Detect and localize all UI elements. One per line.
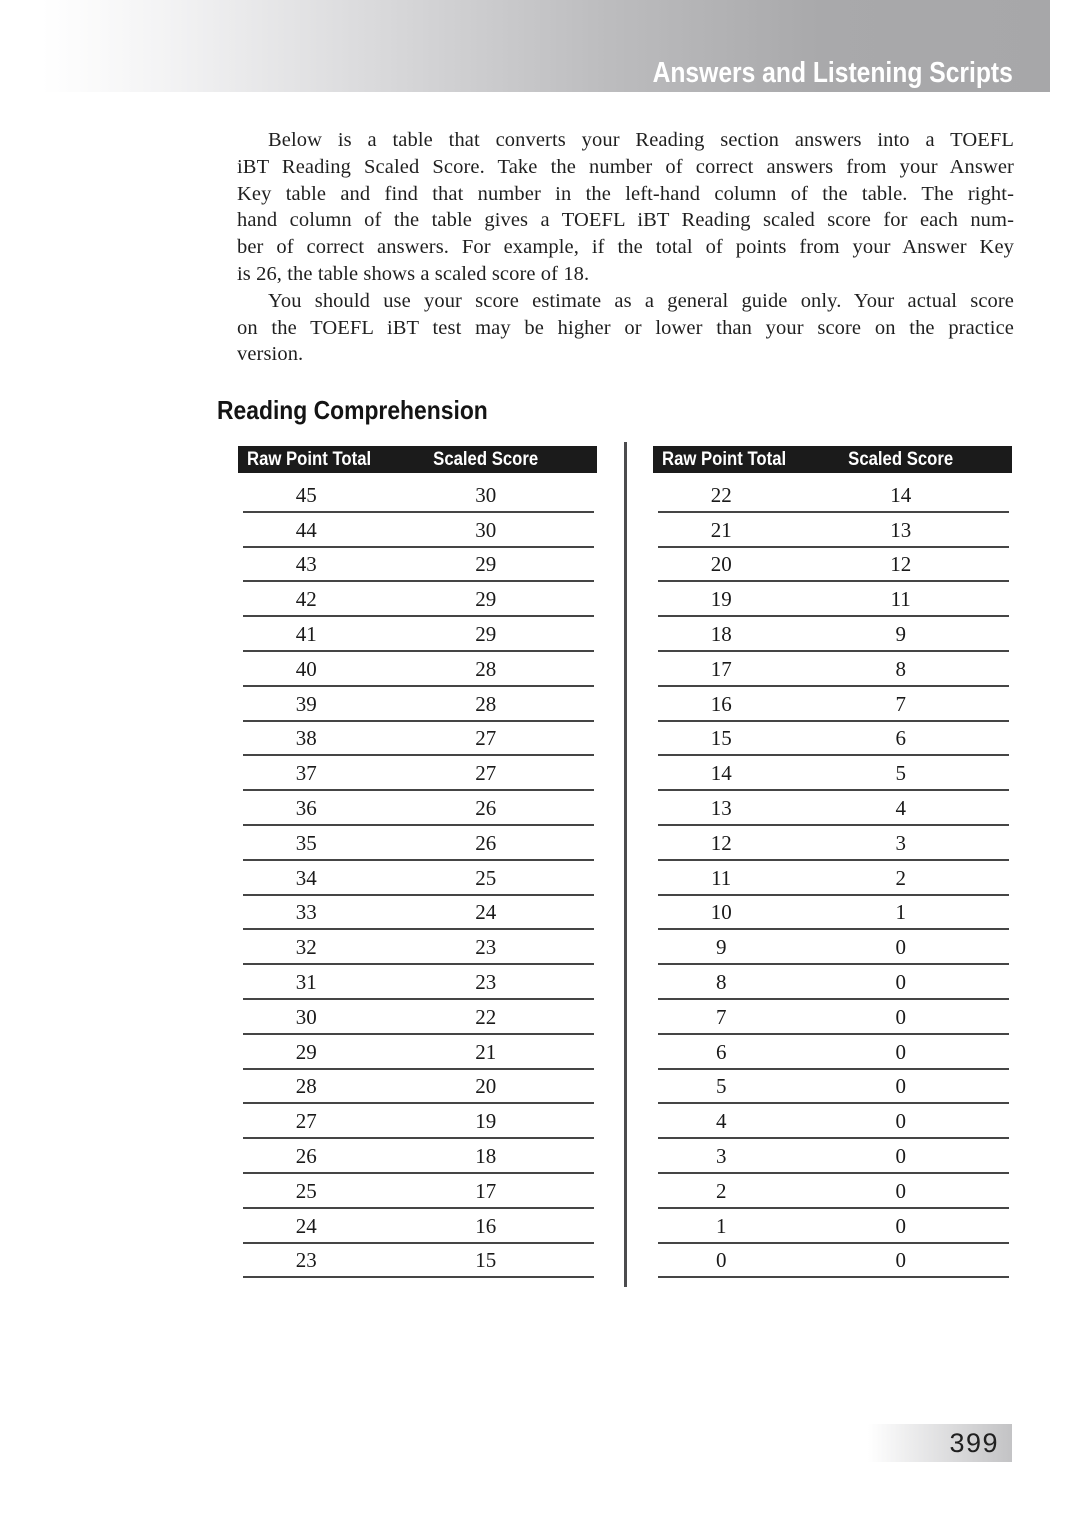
table-header-row bbox=[238, 446, 597, 473]
table-row bbox=[653, 1000, 1012, 1035]
table-row bbox=[653, 930, 1012, 965]
scaled-score-cell: 27 bbox=[475, 726, 497, 751]
table-divider-rule bbox=[624, 442, 627, 1287]
raw-point-cell: 12 bbox=[710, 830, 732, 855]
raw-point-cell: 22 bbox=[710, 482, 732, 507]
raw-point-cell: 31 bbox=[295, 970, 317, 995]
raw-point-cell: 35 bbox=[295, 830, 317, 855]
table-header-row bbox=[653, 446, 1012, 473]
raw-point-cell: 19 bbox=[710, 587, 732, 612]
raw-point-cell: 10 bbox=[710, 900, 732, 925]
scaled-score-cell: 28 bbox=[475, 656, 497, 681]
table-row bbox=[238, 1070, 597, 1105]
table-row bbox=[238, 513, 597, 548]
text-line: hand column of the table gives a TOEFL iBT Reading scaled score for each num- bbox=[237, 209, 1014, 232]
scaled-score-cell: 24 bbox=[475, 900, 497, 925]
raw-point-cell: 27 bbox=[295, 1109, 317, 1134]
raw-point-cell: 39 bbox=[295, 691, 317, 716]
table-row bbox=[238, 617, 597, 652]
scaled-score-cell: 0 bbox=[895, 1109, 906, 1134]
table-row bbox=[238, 652, 597, 687]
raw-point-cell: 33 bbox=[295, 900, 317, 925]
table-body bbox=[238, 473, 597, 1278]
scaled-score-cell: 0 bbox=[895, 1004, 906, 1029]
table-row bbox=[238, 861, 597, 896]
table-row bbox=[238, 687, 597, 722]
raw-point-cell: 38 bbox=[295, 726, 317, 751]
text-line: You should use your score estimate as a general guide only. Your actual score bbox=[268, 289, 1014, 312]
scaled-score-cell: 11 bbox=[890, 587, 911, 612]
scaled-score-cell: 0 bbox=[895, 1248, 906, 1273]
table-row bbox=[653, 826, 1012, 861]
page-number: 399 bbox=[949, 1427, 999, 1458]
raw-point-cell: 42 bbox=[295, 587, 317, 612]
table-row bbox=[653, 687, 1012, 722]
raw-point-cell: 40 bbox=[295, 656, 317, 681]
table-row bbox=[238, 1035, 597, 1070]
table-row bbox=[238, 1139, 597, 1174]
raw-point-cell: 16 bbox=[710, 691, 732, 716]
raw-point-cell: 30 bbox=[295, 1004, 317, 1029]
page-number-box bbox=[868, 1424, 1012, 1462]
scaled-score-cell: 30 bbox=[475, 482, 497, 507]
table-row bbox=[653, 1139, 1012, 1174]
scaled-score-cell: 0 bbox=[895, 1039, 906, 1064]
section-heading: Reading Comprehension bbox=[217, 395, 488, 425]
table-body bbox=[653, 473, 1012, 1278]
scaled-score-cell: 29 bbox=[475, 587, 497, 612]
scaled-score-cell: 2 bbox=[895, 865, 906, 890]
scaled-score-cell: 16 bbox=[475, 1213, 497, 1238]
raw-point-cell: 0 bbox=[715, 1248, 727, 1273]
raw-point-cell: 15 bbox=[710, 726, 732, 751]
table-row bbox=[653, 1035, 1012, 1070]
scaled-score-cell: 7 bbox=[895, 691, 906, 716]
raw-point-cell: 11 bbox=[711, 865, 732, 890]
raw-point-cell: 13 bbox=[710, 796, 732, 821]
text-line: is 26, the table shows a scaled score of 18. bbox=[237, 262, 590, 285]
table-row bbox=[238, 1104, 597, 1139]
table-row bbox=[238, 1000, 597, 1035]
scaled-score-cell: 29 bbox=[475, 622, 497, 647]
table-row bbox=[653, 756, 1012, 791]
table-row bbox=[653, 1209, 1012, 1244]
running-head-title: Answers and Listening Scripts bbox=[652, 57, 1013, 89]
scaled-score-cell: 30 bbox=[475, 517, 497, 542]
scaled-score-cell: 0 bbox=[895, 1144, 906, 1169]
scaled-score-cell: 18 bbox=[475, 1144, 497, 1169]
scaled-score-cell: 8 bbox=[895, 656, 906, 681]
scaled-score-cell: 13 bbox=[890, 517, 912, 542]
table-row bbox=[653, 652, 1012, 687]
scaled-score-header: Scaled Score bbox=[848, 448, 954, 470]
table-row bbox=[653, 1174, 1012, 1209]
table-row bbox=[238, 896, 597, 931]
table-row bbox=[653, 896, 1012, 931]
raw-point-cell: 26 bbox=[295, 1144, 317, 1169]
intro-text bbox=[237, 127, 1014, 368]
table-row bbox=[653, 722, 1012, 757]
scaled-score-cell: 27 bbox=[475, 761, 497, 786]
raw-point-cell: 43 bbox=[295, 552, 317, 577]
scaled-score-cell: 20 bbox=[475, 1074, 497, 1099]
table-row bbox=[653, 1104, 1012, 1139]
text-line: iBT Reading Scaled Score. Take the number of correct answers from your Answer bbox=[237, 155, 1014, 178]
running-head-band bbox=[0, 0, 1050, 92]
table-row bbox=[238, 756, 597, 791]
raw-point-cell: 7 bbox=[715, 1004, 727, 1029]
raw-point-cell: 37 bbox=[295, 761, 317, 786]
paragraph-2 bbox=[237, 288, 1014, 368]
raw-point-cell: 44 bbox=[295, 517, 317, 542]
table-row bbox=[653, 513, 1012, 548]
raw-point-total-header: Raw Point Total bbox=[662, 448, 787, 470]
table-row bbox=[238, 722, 597, 757]
scaled-score-cell: 19 bbox=[475, 1109, 497, 1134]
scaled-score-cell: 28 bbox=[475, 691, 497, 716]
table-row bbox=[238, 1209, 597, 1244]
scaled-score-cell: 23 bbox=[475, 935, 497, 960]
table-row bbox=[653, 861, 1012, 896]
scaled-score-cell: 3 bbox=[895, 830, 906, 855]
table-row bbox=[238, 1174, 597, 1209]
scaled-score-cell: 0 bbox=[895, 1074, 906, 1099]
table-row bbox=[238, 582, 597, 617]
scaled-score-cell: 0 bbox=[895, 935, 906, 960]
raw-point-cell: 2 bbox=[715, 1178, 727, 1203]
table-row bbox=[238, 478, 597, 513]
paragraph-1 bbox=[237, 127, 1014, 288]
scaled-score-cell: 14 bbox=[890, 482, 912, 507]
scaled-score-cell: 23 bbox=[475, 970, 497, 995]
raw-point-cell: 45 bbox=[295, 482, 317, 507]
raw-point-cell: 29 bbox=[295, 1039, 317, 1064]
scaled-score-cell: 1 bbox=[895, 900, 906, 925]
table-row bbox=[238, 965, 597, 1000]
raw-point-cell: 3 bbox=[715, 1144, 727, 1169]
raw-point-cell: 41 bbox=[295, 622, 317, 647]
table-row bbox=[653, 548, 1012, 583]
scaled-score-header: Scaled Score bbox=[433, 448, 539, 470]
raw-point-cell: 32 bbox=[295, 935, 317, 960]
table-row bbox=[653, 791, 1012, 826]
table-row bbox=[653, 965, 1012, 1000]
table-row bbox=[653, 617, 1012, 652]
text-line: Key table and find that number in the left-hand column of the table. The right- bbox=[237, 182, 1014, 205]
raw-point-cell: 21 bbox=[710, 517, 732, 542]
raw-point-cell: 20 bbox=[710, 552, 732, 577]
scaled-score-cell: 25 bbox=[475, 865, 497, 890]
raw-point-cell: 25 bbox=[295, 1178, 317, 1203]
scaled-score-cell: 15 bbox=[475, 1248, 497, 1273]
scaled-score-cell: 26 bbox=[475, 796, 497, 821]
scaled-score-cell: 0 bbox=[895, 970, 906, 995]
scaled-score-cell: 0 bbox=[895, 1213, 906, 1238]
raw-point-cell: 36 bbox=[295, 796, 317, 821]
raw-point-total-header: Raw Point Total bbox=[247, 448, 372, 470]
raw-point-cell: 28 bbox=[295, 1074, 317, 1099]
score-table-left bbox=[238, 446, 597, 1278]
scaled-score-cell: 26 bbox=[475, 830, 497, 855]
scaled-score-cell: 5 bbox=[895, 761, 906, 786]
scaled-score-cell: 9 bbox=[895, 622, 906, 647]
scaled-score-cell: 6 bbox=[895, 726, 906, 751]
table-row bbox=[653, 1244, 1012, 1279]
table-row bbox=[653, 478, 1012, 513]
text-line: version. bbox=[237, 343, 304, 366]
score-table-right bbox=[653, 446, 1012, 1278]
table-row bbox=[238, 826, 597, 861]
scaled-score-cell: 0 bbox=[895, 1178, 906, 1203]
scaled-score-cell: 29 bbox=[475, 552, 497, 577]
scaled-score-cell: 21 bbox=[475, 1039, 497, 1064]
raw-point-cell: 9 bbox=[715, 935, 727, 960]
table-row bbox=[238, 791, 597, 826]
raw-point-cell: 4 bbox=[715, 1109, 727, 1134]
table-row bbox=[653, 582, 1012, 617]
raw-point-cell: 5 bbox=[715, 1074, 727, 1099]
raw-point-cell: 23 bbox=[295, 1248, 317, 1273]
text-line: Below is a table that converts your Reading section answers into a TOEFL bbox=[268, 129, 1014, 151]
raw-point-cell: 14 bbox=[710, 761, 732, 786]
raw-point-cell: 1 bbox=[715, 1213, 727, 1238]
table-row bbox=[238, 1244, 597, 1279]
text-line: on the TOEFL iBT test may be higher or lower than your score on the practice bbox=[237, 316, 1014, 339]
table-row bbox=[238, 548, 597, 583]
raw-point-cell: 6 bbox=[715, 1039, 727, 1064]
scaled-score-cell: 22 bbox=[475, 1004, 497, 1029]
raw-point-cell: 24 bbox=[295, 1213, 317, 1238]
table-row bbox=[653, 1070, 1012, 1105]
raw-point-cell: 8 bbox=[715, 970, 727, 995]
raw-point-cell: 34 bbox=[295, 865, 317, 890]
scaled-score-cell: 12 bbox=[890, 552, 912, 577]
raw-point-cell: 17 bbox=[710, 656, 732, 681]
raw-point-cell: 18 bbox=[710, 622, 732, 647]
scaled-score-cell: 17 bbox=[475, 1178, 497, 1203]
table-row bbox=[238, 930, 597, 965]
text-line: ber of correct answers. For example, if the total of points from your Answer Key bbox=[237, 236, 1014, 259]
scaled-score-cell: 4 bbox=[895, 796, 906, 821]
